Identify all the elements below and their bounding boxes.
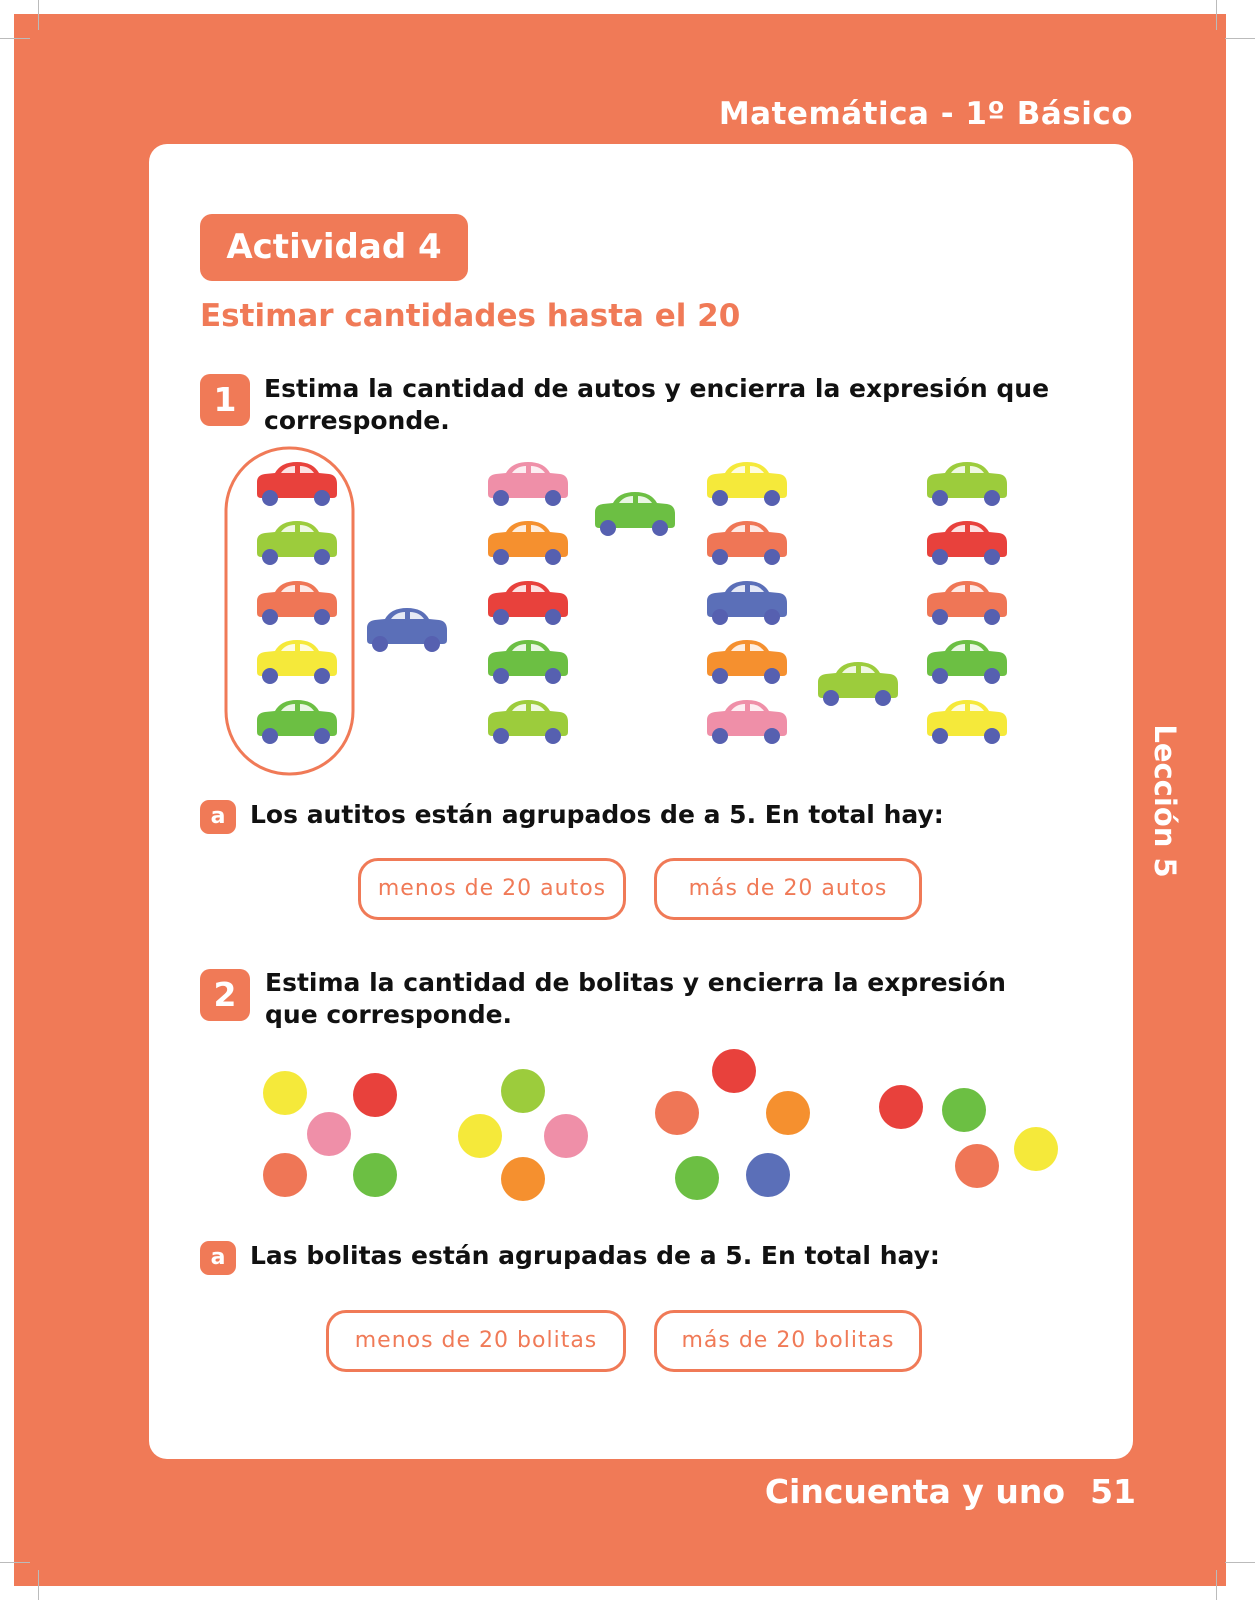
question-1-letter: a [200, 800, 236, 834]
lesson-label-text: Lección 5 [1148, 724, 1182, 878]
option-less-than-20-balls[interactable]: menos de 20 bolitas [326, 1310, 626, 1372]
question-1-number: 1 [200, 374, 250, 426]
header-title: Matemática - 1º Básico [718, 96, 1133, 132]
ball-icon [353, 1153, 397, 1197]
ball-icon [501, 1157, 545, 1201]
ball-icon [501, 1069, 545, 1113]
ball-icon [544, 1114, 588, 1158]
option-more-than-20-cars[interactable]: más de 20 autos [654, 858, 922, 920]
ball-icon [955, 1144, 999, 1188]
ball-icon [458, 1114, 502, 1158]
ball-icon [353, 1073, 397, 1117]
lesson-side-label [1120, 726, 1210, 876]
ball-icon [879, 1085, 923, 1129]
question-1-text: Estima la cantidad de autos y encierra la expresión que corresponde. [264, 374, 1050, 435]
question-2-subtext: Las bolitas están agrupadas de a 5. En total hay: [250, 1241, 940, 1270]
question-2-letter: a [200, 1241, 236, 1275]
ball-icon [1014, 1127, 1058, 1171]
question-2-text: Estima la cantidad de bolitas y encierra la expresión que corresponde. [265, 968, 1006, 1029]
ball-icon [746, 1153, 790, 1197]
ball-icon [942, 1088, 986, 1132]
ball-icon [263, 1153, 307, 1197]
activity-subtitle: Estimar cantidades hasta el 20 [200, 298, 741, 334]
footer-page-number: 51 [1090, 1472, 1136, 1511]
ball-icon [655, 1091, 699, 1135]
question-2-number: 2 [200, 969, 250, 1021]
option-more-than-20-balls[interactable]: más de 20 bolitas [654, 1310, 922, 1372]
question-1-subtext: Los autitos están agrupados de a 5. En total hay: [250, 800, 944, 829]
option-less-than-20-cars[interactable]: menos de 20 autos [358, 858, 626, 920]
ball-icon [675, 1156, 719, 1200]
ball-icon [263, 1071, 307, 1115]
footer-page-words: Cincuenta y uno [764, 1472, 1065, 1511]
ball-icon [766, 1091, 810, 1135]
activity-badge: Actividad 4 [200, 214, 468, 281]
ball-icon [712, 1049, 756, 1093]
ball-icon [307, 1112, 351, 1156]
